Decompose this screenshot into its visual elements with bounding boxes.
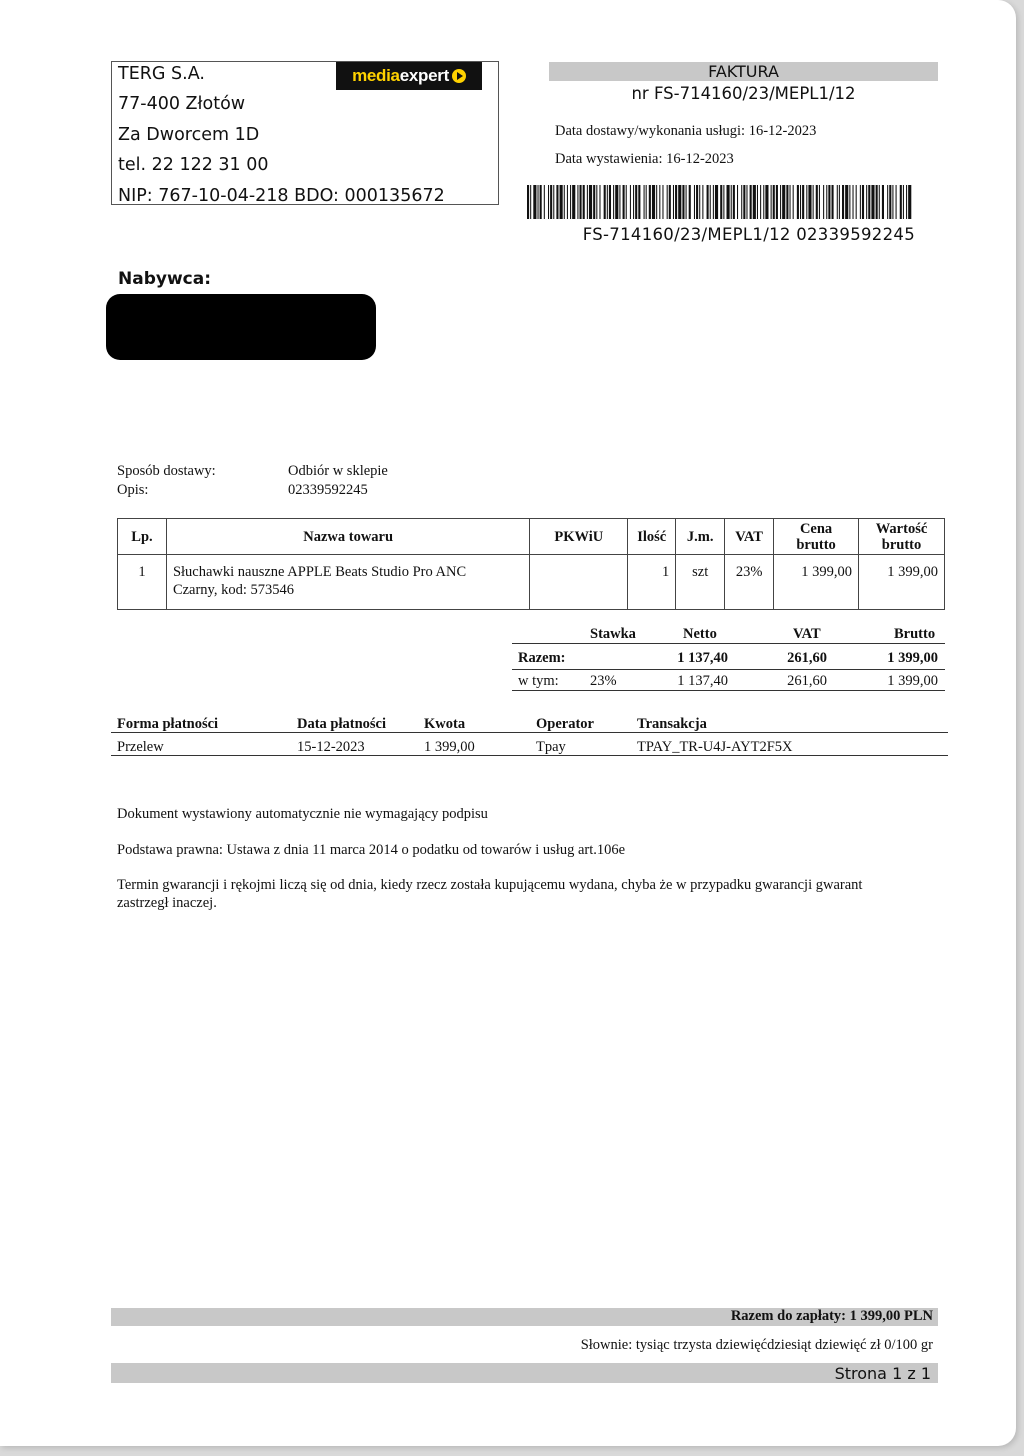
barcode-bar <box>860 185 861 219</box>
summary-divider-bottom <box>512 690 945 691</box>
barcode-bar <box>626 185 627 219</box>
barcode-bar <box>733 185 735 219</box>
barcode-bar <box>771 185 772 219</box>
barcode-bar <box>900 185 902 219</box>
buyer-label: Nabywca: <box>118 269 212 289</box>
barcode-bar <box>678 185 681 219</box>
barcode-bar <box>727 185 730 219</box>
summary-header-net: Netto <box>683 626 717 642</box>
barcode-bar <box>560 185 563 219</box>
barcode-bar <box>743 185 745 219</box>
barcode-bar <box>780 185 781 219</box>
barcode-bar <box>556 185 558 219</box>
invoice-number: nr FS-714160/23/MEPL1/12 <box>631 84 856 103</box>
barcode-bar <box>707 185 709 219</box>
delivery-method-label: Sposób dostawy: <box>117 463 216 479</box>
cell-lp: 1 <box>118 555 167 610</box>
barcode-bar <box>652 185 655 219</box>
barcode-bar <box>862 185 864 219</box>
barcode-bar <box>856 185 857 219</box>
barcode-bar <box>839 185 840 219</box>
seller-box <box>111 61 499 205</box>
seller-ids: NIP: 767-10-04-218 BDO: 000135672 <box>118 186 445 206</box>
barcode-bar <box>710 185 711 219</box>
barcode-bar <box>808 185 811 219</box>
barcode-bar <box>908 185 911 219</box>
barcode-bar <box>903 185 904 219</box>
logo-text-media: media <box>352 66 400 85</box>
barcode-bar <box>644 185 645 219</box>
payment-header-transaction: Transakcja <box>637 716 707 732</box>
barcode-bar <box>635 185 637 219</box>
header-price-line1: Cena <box>799 520 833 537</box>
barcode-bar <box>694 185 695 219</box>
barcode-bar <box>702 185 703 219</box>
barcode-bar <box>630 185 631 219</box>
barcode-bar <box>589 185 592 219</box>
barcode-bar <box>623 185 625 219</box>
barcode-bar <box>530 185 531 219</box>
barcode-bar <box>667 185 668 219</box>
total-due: Razem do zapłaty: 1 399,00 PLN <box>730 1308 933 1324</box>
payment-transaction: TPAY_TR-U4J-AYT2F5X <box>637 739 793 755</box>
barcode-bar <box>842 185 844 219</box>
cell-unit: szt <box>676 555 725 610</box>
summary-breakdown-vat: 261,60 <box>787 673 827 689</box>
summary-divider-top <box>512 643 945 644</box>
barcode-bar <box>540 185 542 219</box>
barcode-bar <box>797 185 799 219</box>
summary-total-net: 1 137,40 <box>677 650 728 666</box>
cell-name-line2: Czarny, kod: 573546 <box>172 582 295 598</box>
barcode-bar <box>853 185 854 219</box>
barcode-bar <box>837 185 838 219</box>
mediaexpert-logo <box>336 62 482 90</box>
barcode-bar <box>882 185 884 219</box>
header-value-line1: Wartość <box>875 520 928 537</box>
summary-breakdown-net: 1 137,40 <box>677 673 728 689</box>
barcode-bar <box>596 185 597 219</box>
barcode-bar <box>765 185 768 219</box>
barcode-bar <box>649 185 651 219</box>
barcode-bar <box>731 185 732 219</box>
barcode-bar <box>866 185 867 219</box>
barcode-bar <box>802 185 804 219</box>
items-table <box>117 518 945 610</box>
description-value: 02339592245 <box>288 482 368 498</box>
barcode-bar <box>638 185 640 219</box>
header-qty: Ilość <box>628 519 676 555</box>
barcode-bar <box>746 185 747 219</box>
barcode-bar <box>686 185 687 219</box>
header-name: Nazwa towaru <box>166 519 529 555</box>
barcode-bar <box>876 185 878 219</box>
summary-divider-mid <box>512 669 945 670</box>
barcode-bar <box>806 185 807 219</box>
cell-price: 1 399,00 <box>774 555 859 610</box>
barcode-bar <box>675 185 677 219</box>
barcode-bar <box>550 185 552 219</box>
summary-breakdown-gross: 1 399,00 <box>887 673 938 689</box>
barcode-bar <box>607 185 608 219</box>
summary-header-gross: Brutto <box>894 626 936 642</box>
summary-total-label: Razem: <box>518 650 566 666</box>
note-warranty-line1: Termin gwarancji i rękojmi liczą się od dnia, kiedy rzecz została kupującemu wydana, chyba że w przypadku gwarancji gwarant <box>117 877 863 893</box>
barcode-bar <box>673 185 674 219</box>
logo-text-expert: expert <box>399 66 449 85</box>
summary-header-rate: Stawka <box>590 626 636 642</box>
barcode-bar <box>793 185 794 219</box>
barcode-bar <box>633 185 634 219</box>
barcode-bar <box>828 185 830 219</box>
invoice-title: FAKTURA <box>549 62 938 81</box>
barcode-bar <box>587 185 588 219</box>
barcode-bar <box>823 185 824 219</box>
summary-header-vat: VAT <box>793 626 821 642</box>
barcode-bar <box>782 185 785 219</box>
note-warranty-line2: zastrzegł inaczej. <box>117 895 217 911</box>
header-lp: Lp. <box>118 519 167 555</box>
barcode-bar <box>567 185 568 219</box>
barcode-bar <box>906 185 907 219</box>
barcode-bar <box>819 185 820 219</box>
header-price-line2: brutto <box>796 536 836 553</box>
cell-name <box>166 555 529 610</box>
barcode-bar <box>656 185 657 219</box>
barcode-bar <box>757 185 758 219</box>
barcode-bar <box>800 185 801 219</box>
delivery-date: Data dostawy/wykonania usługi: 16-12-2023 <box>555 123 817 139</box>
barcode-bar <box>689 185 691 219</box>
barcode-bar <box>527 185 529 219</box>
barcode-bar <box>619 185 620 219</box>
barcode-bar <box>760 185 761 219</box>
barcode-bar <box>564 185 565 219</box>
payment-amount: 1 399,00 <box>424 739 475 755</box>
barcode-bar <box>892 185 893 219</box>
barcode-bar <box>832 185 834 219</box>
barcode-bar <box>570 185 571 219</box>
payment-header-operator: Operator <box>536 716 594 732</box>
summary-total-gross: 1 399,00 <box>887 650 938 666</box>
seller-street: Za Dworcem 1D <box>118 125 260 145</box>
barcode-bar <box>786 185 788 219</box>
header-unit: J.m. <box>676 519 725 555</box>
redacted-buyer-info <box>106 294 376 360</box>
barcode-bar <box>593 185 595 219</box>
items-header-row <box>118 519 945 555</box>
payment-operator: Tpay <box>536 739 566 755</box>
barcode-bar <box>553 185 554 219</box>
barcode-bar <box>533 185 536 219</box>
barcode-bar <box>544 185 545 219</box>
barcode-bar <box>790 185 791 219</box>
payment-divider-top <box>111 732 948 733</box>
summary-breakdown-rate: 23% <box>590 673 617 689</box>
table-row <box>118 555 945 610</box>
header-value <box>859 519 945 555</box>
barcode-bar <box>723 185 724 219</box>
summary-breakdown-label: w tym: <box>518 673 559 689</box>
barcode-bar <box>896 185 897 219</box>
barcode-bar <box>577 185 578 219</box>
barcode-bar <box>613 185 614 219</box>
barcode-bar <box>713 185 714 219</box>
barcode-bar <box>868 185 870 219</box>
cell-name-line1: Słuchawki nauszne APPLE Beats Studio Pro ANC <box>172 564 467 580</box>
payment-form: Przelew <box>117 739 164 755</box>
barcode-bar <box>669 185 671 219</box>
seller-phone: tel. 22 122 31 00 <box>118 155 269 175</box>
barcode-bar <box>720 185 722 219</box>
cell-qty: 1 <box>628 555 676 610</box>
barcode-bar <box>538 185 539 219</box>
barcode-bar <box>813 185 814 219</box>
barcode-bar <box>816 185 818 219</box>
cell-pkwiu <box>530 555 628 610</box>
barcode-bar <box>580 185 582 219</box>
barcode-bar <box>871 185 874 219</box>
barcode-bar <box>572 185 575 219</box>
description-label: Opis: <box>117 482 149 498</box>
barcode-bar <box>696 185 698 219</box>
barcode-bar <box>845 185 848 219</box>
barcode-bar <box>615 185 618 219</box>
barcode-bar <box>849 185 850 219</box>
barcode-bar <box>889 185 891 219</box>
barcode-bar <box>646 185 647 219</box>
barcode-bar <box>604 185 606 219</box>
seller-name: TERG S.A. <box>118 64 205 84</box>
summary-total-vat: 261,60 <box>787 650 827 666</box>
barcode-bar <box>776 185 778 219</box>
cell-value: 1 399,00 <box>859 555 945 610</box>
issue-date: Data wystawienia: 16-12-2023 <box>555 151 734 167</box>
seller-postal: 77-400 Złotów <box>118 94 246 114</box>
barcode-bar <box>699 185 700 219</box>
barcode-bar <box>879 185 880 219</box>
barcode-bar <box>682 185 684 219</box>
payment-date: 15-12-2023 <box>297 739 365 755</box>
barcode-bar <box>659 185 660 219</box>
barcode-bar <box>583 185 585 219</box>
barcode-bar <box>737 185 738 219</box>
barcode-bar <box>662 185 663 219</box>
barcode-bar <box>773 185 775 219</box>
barcode-bar <box>609 185 611 219</box>
header-pkwiu: PKWiU <box>530 519 628 555</box>
barcode-bar <box>763 185 764 219</box>
barcode-bar <box>750 185 752 219</box>
payment-header-form: Forma płatności <box>117 716 219 732</box>
barcode-bar <box>753 185 756 219</box>
barcode-text: FS-714160/23/MEPL1/12 02339592245 <box>582 225 915 244</box>
payment-divider-bottom <box>111 755 948 756</box>
barcode-bar <box>741 185 742 219</box>
barcode-bar <box>715 185 718 219</box>
page-number-bar <box>111 1363 938 1383</box>
barcode-bar <box>826 185 827 219</box>
barcode-bar <box>548 185 549 219</box>
note-automatic: Dokument wystawiony automatycznie nie wymagający podpisu <box>117 806 488 822</box>
header-vat: VAT <box>725 519 774 555</box>
delivery-method-value: Odbiór w sklepie <box>288 463 388 479</box>
cell-vat: 23% <box>725 555 774 610</box>
barcode <box>527 185 912 219</box>
payment-header-amount: Kwota <box>424 716 466 732</box>
play-icon <box>452 69 466 83</box>
barcode-bar <box>599 185 600 219</box>
page-number: Strona 1 z 1 <box>834 1364 931 1383</box>
header-value-line2: brutto <box>881 536 922 553</box>
payment-header-date: Data płatności <box>297 716 387 732</box>
header-price <box>774 519 859 555</box>
note-legal-basis: Podstawa prawna: Ustawa z dnia 11 marca 2014 o podatku od towarów i usług art.106e <box>117 842 626 858</box>
amount-in-words: Słownie: tysiąc trzysta dziewięćdziesiąt dziewięć zł 0/100 gr <box>580 1337 933 1353</box>
barcode-bar <box>887 185 888 219</box>
